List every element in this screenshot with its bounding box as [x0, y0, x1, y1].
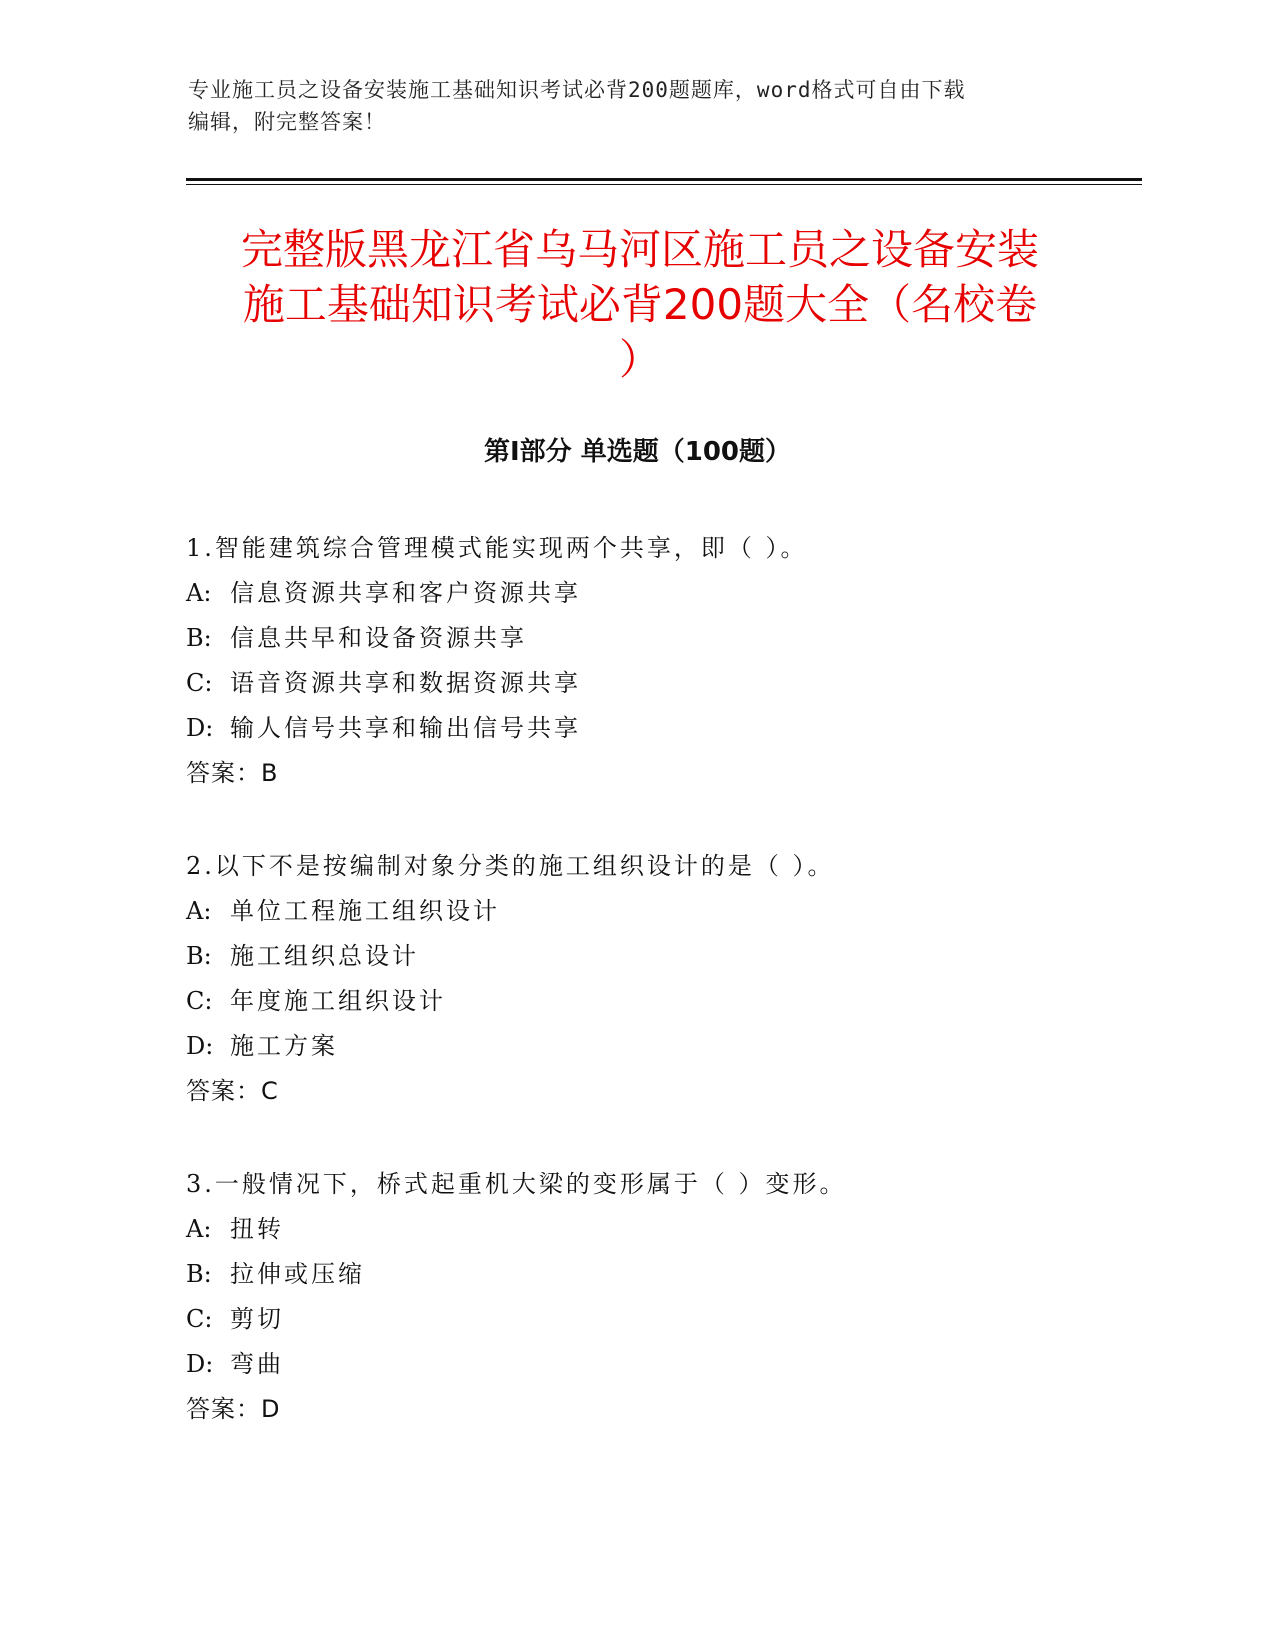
option-text: 年度施工组织设计: [230, 987, 446, 1015]
option-d: [186, 1342, 1086, 1387]
option-key: C:: [186, 669, 213, 697]
option-key: B:: [186, 1260, 212, 1288]
option-text: 施工方案: [230, 1032, 338, 1060]
option-text: 拉伸或压缩: [230, 1260, 365, 1288]
answer-label: 答案：: [186, 1395, 261, 1423]
option-text: 信息共早和设备资源共享: [230, 624, 527, 652]
option-key: C:: [186, 987, 213, 1015]
option-text: 单位工程施工组织设计: [230, 897, 500, 925]
option-key: A:: [186, 897, 212, 925]
header-divider-thick: [186, 178, 1142, 181]
option-a: [186, 1207, 1086, 1252]
document-title-line-1: 完整版黑龙江省乌马河区施工员之设备安装: [240, 225, 1039, 274]
option-d: [186, 1024, 1086, 1069]
option-key: D:: [186, 1032, 214, 1060]
option-text: 剪切: [230, 1305, 284, 1333]
option-key: A:: [186, 579, 212, 607]
header-note-line-1: 专业施工员之设备安装施工基础知识考试必背200题题库，word格式可自由下载: [188, 78, 966, 102]
option-key: A:: [186, 1215, 212, 1243]
option-key: B:: [186, 942, 212, 970]
header-divider-thin: [186, 184, 1142, 185]
answer-label: 答案：: [186, 759, 261, 787]
option-text: 扭转: [230, 1215, 284, 1243]
answer-value: C: [261, 1077, 279, 1105]
question-2: [186, 844, 1086, 1114]
document-title: [190, 222, 1090, 387]
option-text: 语音资源共享和数据资源共享: [230, 669, 581, 697]
option-text: 输人信号共享和输出信号共享: [230, 714, 581, 742]
question-1: [186, 526, 1086, 796]
answer-value: D: [261, 1395, 281, 1423]
option-text: 施工组织总设计: [230, 942, 419, 970]
question-stem: 3.一般情况下，桥式起重机大梁的变形属于（ ）变形。: [186, 1170, 847, 1198]
answer-line: [186, 1069, 1086, 1114]
answer-line: [186, 751, 1086, 796]
option-key: D:: [186, 1350, 214, 1378]
section-heading: 第Ⅰ部分 单选题（100题）: [484, 437, 791, 467]
option-d: [186, 706, 1086, 751]
option-a: [186, 889, 1086, 934]
option-a: [186, 571, 1086, 616]
question-stem: 2.以下不是按编制对象分类的施工组织设计的是（ ）。: [186, 852, 835, 880]
option-text: 信息资源共享和客户资源共享: [230, 579, 581, 607]
question-stem: 1.智能建筑综合管理模式能实现两个共享，即（ ）。: [186, 534, 808, 562]
document-title-line-2: 施工基础知识考试必背200题大全（名校卷: [242, 280, 1038, 329]
option-key: D:: [186, 714, 214, 742]
option-c: [186, 979, 1086, 1024]
option-b: [186, 1252, 1086, 1297]
option-key: C:: [186, 1305, 213, 1333]
option-c: [186, 661, 1086, 706]
answer-label: 答案：: [186, 1077, 261, 1105]
option-text: 弯曲: [230, 1350, 284, 1378]
document-title-line-3: ）: [618, 335, 661, 384]
option-b: [186, 934, 1086, 979]
question-3: [186, 1162, 1086, 1432]
option-key: B:: [186, 624, 212, 652]
document-header-note: [188, 74, 1088, 138]
answer-value: B: [261, 759, 279, 787]
question-list: [186, 526, 1086, 1480]
option-b: [186, 616, 1086, 661]
header-note-line-2: 编辑，附完整答案！: [188, 110, 386, 134]
answer-line: [186, 1387, 1086, 1432]
option-c: [186, 1297, 1086, 1342]
